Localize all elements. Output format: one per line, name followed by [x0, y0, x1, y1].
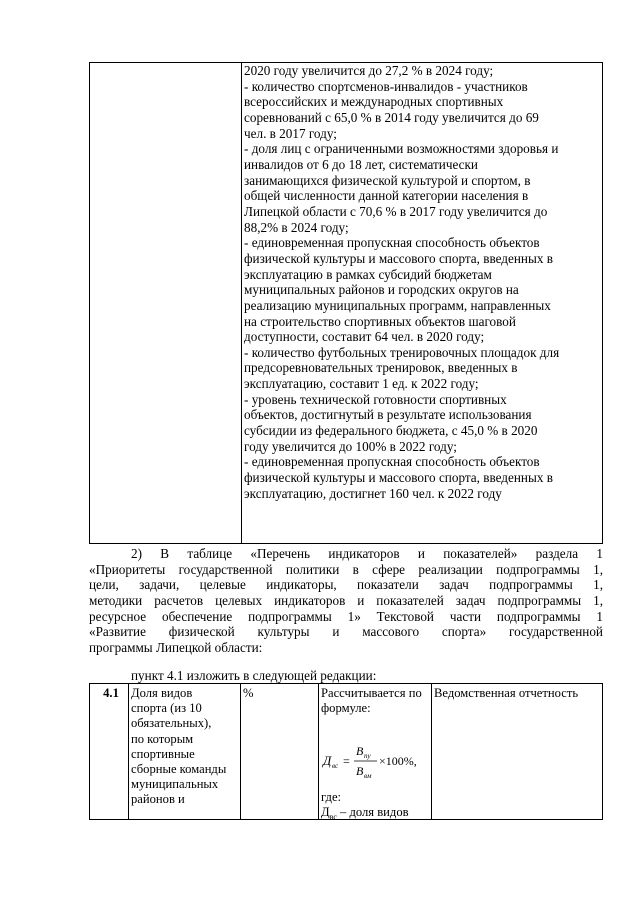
- text-line: 2020 году увеличится до 27,2 % в 2024 году;: [244, 63, 494, 78]
- formula-numerator-sub: пу: [364, 752, 371, 760]
- text-line: физической культуры и массового спорта, введенных в: [244, 250, 553, 266]
- calculation-method-cell: [321, 686, 429, 716]
- share-definition: $Д_{вс}$ – доля видов: [321, 805, 409, 822]
- text-line: соревнований с 65,0 % в 2014 году увеличится до 69: [244, 109, 539, 125]
- text-line: «Развитие физической культуры и массового спорта» государственной: [89, 624, 603, 640]
- text-line: всероссийских и международных спортивных: [244, 94, 504, 110]
- text-line: муниципальных: [131, 777, 219, 792]
- text-line: программы Липецкой области:: [89, 639, 263, 655]
- text-line: - количество футбольных тренировочных площадок для: [244, 344, 560, 360]
- text-line: муниципальных районов и городских округов на: [244, 282, 519, 298]
- text-line: реализацию муниципальных программ, направленных: [244, 297, 551, 313]
- text-line: сборные команды: [131, 762, 227, 777]
- text-line: году увеличится до 100% в 2022 году;: [244, 438, 457, 454]
- text-line: ресурсное обеспечение подпрограммы 1» Текстовой части подпрограммы 1: [89, 608, 603, 624]
- indicator-number: 4.1: [103, 686, 119, 700]
- text-line: по которым: [131, 731, 194, 746]
- text-line: цели, задачи, целевые индикаторы, показатели задач подпрограммы 1,: [89, 577, 603, 593]
- amendment-paragraph: [89, 546, 603, 656]
- indicator-unit: %: [243, 686, 254, 700]
- text-line: на строительство спортивных объектов шаговой: [244, 313, 516, 329]
- text-line: физической культуры и массового спорта, введенных в: [244, 470, 553, 486]
- text-line: эксплуатацию, достигнет 160 чел. к 2022 году: [244, 485, 502, 501]
- text-line: эксплуатацию в рамках субсидий бюджетам: [244, 266, 492, 282]
- text-line: формуле:: [321, 701, 371, 716]
- text-line: - доля лиц с ограниченными возможностями здоровья и: [244, 141, 559, 157]
- indicator-name-cell: [131, 686, 239, 808]
- text-line: - единовременная пропускная способность объектов: [244, 235, 540, 251]
- formula-equals: =: [343, 754, 350, 768]
- text-line: предсоревновательных тренировок, введенных в: [244, 360, 518, 376]
- table-column-divider: [240, 684, 241, 819]
- indicators-table-continuation: [89, 62, 603, 544]
- table-column-divider: [318, 684, 319, 819]
- table-column-divider: [128, 684, 129, 819]
- text-line: объектов, достигнутый в результате использования: [244, 407, 532, 423]
- text-line: «Приоритеты государственной политики в сфере реализации подпрограммы 1,: [89, 561, 603, 577]
- data-source: Ведомственная отчетность: [434, 686, 579, 700]
- table-column-divider: [431, 684, 432, 819]
- text-line: общей численности данной категории населения в: [244, 188, 529, 204]
- table-column-divider: [241, 63, 242, 543]
- where-label: где:: [321, 790, 342, 804]
- text-line: 2) В таблице «Перечень индикаторов и показателей» раздела 1: [131, 546, 603, 561]
- text-line: обязательных),: [131, 716, 212, 731]
- text-line: Липецкой области с 70,6 % в 2017 году увеличится до: [244, 203, 548, 219]
- formula-lhs-sub: вс: [332, 762, 339, 770]
- formula-denominator-sub: вм: [364, 772, 372, 780]
- text-line: доступности, составит 64 чел. в 2020 году;: [244, 329, 485, 345]
- text-line: методики расчетов целевых индикаторов и показателей задач подпрограммы 1,: [89, 592, 603, 608]
- text-line: Доля видов: [131, 686, 193, 700]
- text-line: - уровень технической готовности спортивных: [244, 391, 507, 407]
- expected-results-cell: [244, 63, 600, 501]
- text-line: - единовременная пропускная способность объектов: [244, 454, 540, 470]
- text-line: субсидии из федерального бюджета, с 45,0 % в 2020: [244, 423, 538, 439]
- formula-numerator: В: [356, 744, 364, 758]
- text-line: 88,2% в 2024 году;: [244, 219, 349, 235]
- formula-tail: ×100%,: [379, 754, 417, 768]
- text-line: районов и: [131, 792, 185, 807]
- formula-denominator: В: [356, 764, 364, 778]
- calculation-formula: [321, 739, 425, 783]
- text-line: спортивные: [131, 746, 195, 761]
- text-line: инвалидов от 6 до 18 лет, систематически: [244, 156, 478, 172]
- text-line: спорта (из 10: [131, 701, 202, 716]
- text-line: эксплуатацию, составит 1 ед. к 2022 году;: [244, 376, 479, 392]
- formula-lhs: Д: [323, 753, 332, 768]
- text-line: Рассчитывается по: [321, 686, 422, 700]
- text-line: чел. в 2017 году;: [244, 125, 337, 141]
- point-instruction: пункт 4.1 изложить в следующей редакции:: [131, 668, 377, 683]
- text-line: - количество спортсменов-инвалидов - участников: [244, 78, 528, 94]
- text-line: занимающихся физической культурой и спортом, в: [244, 172, 531, 188]
